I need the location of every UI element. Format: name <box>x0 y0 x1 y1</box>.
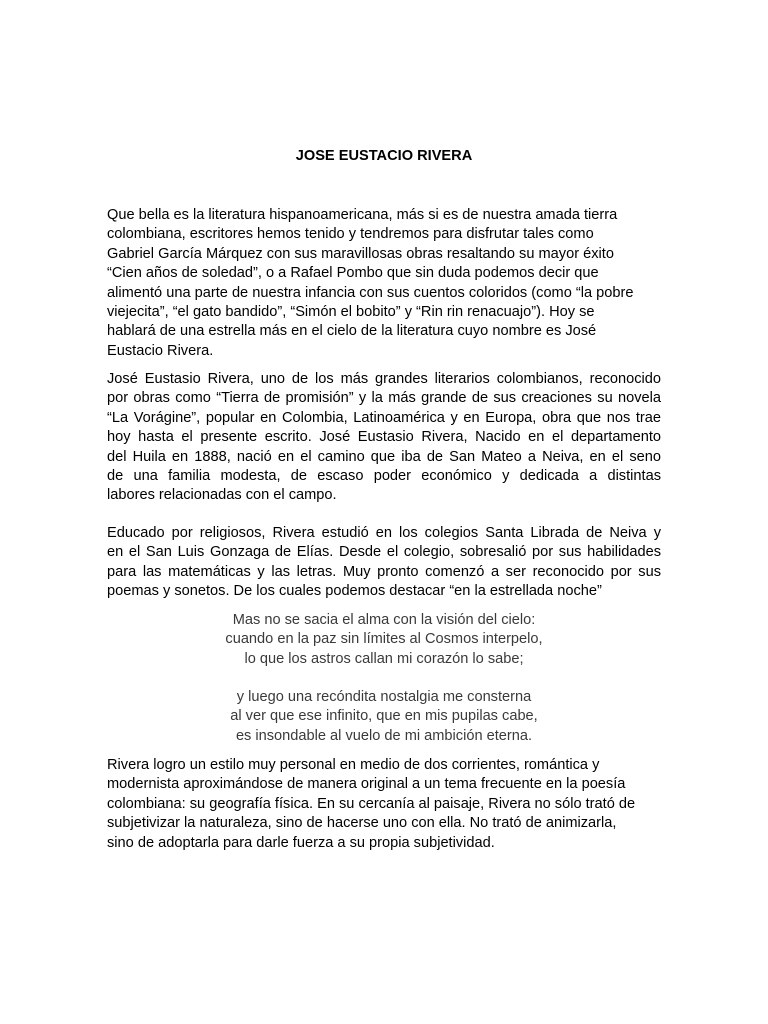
document-title: JOSE EUSTACIO RIVERA <box>295 148 473 164</box>
paragraph-line: modernista aproximándose de manera original a un tema frecuente en la poesía <box>107 776 626 793</box>
paragraph-line: Gabriel García Márquez con sus maravillosas obras resaltando su mayor éxito <box>107 245 614 262</box>
paragraph-line: alimentó una parte de nuestra infancia con sus cuentos coloridos (como “la pobre <box>107 284 634 301</box>
paragraph-intro <box>107 206 661 361</box>
paragraph-line: hablará de una estrella más en el cielo de la literatura cuyo nombre es José <box>107 323 597 340</box>
poem-line: es insondable al vuelo de mi ambición eterna. <box>235 727 533 744</box>
paragraph-line: viejecita”, “el gato bandido”, “Simón el bobito” y “Rin rin renacuajo”). Hoy se <box>107 304 595 321</box>
paragraph-line: colombiana: su geografía física. En su cercanía al paisaje, Rivera no sólo trató de <box>107 795 636 812</box>
paragraph-line: Educado por religiosos, Rivera estudió en los colegios Santa Librada de Neiva y <box>107 525 661 541</box>
poem-line: y luego una recóndita nostalgia me consterna <box>236 689 532 705</box>
poem-line: Mas no se sacia el alma con la visión del cielo: <box>232 612 536 628</box>
paragraph-line: Eustacio Rivera. <box>107 342 214 359</box>
paragraph-line: del Huila en 1888, nació en el camino que iba de San Mateo a Neiva, en el seno <box>107 448 661 465</box>
paragraph-line: “Cien años de soledad”, o a Rafael Pombo que sin duda podemos decir que <box>107 265 599 282</box>
paragraph-line: para las matemáticas y las letras. Muy pronto comenzó a ser reconocido por sus <box>107 563 661 580</box>
paragraph-line: “La Vorágine”, popular en Colombia, Latinoamérica y en Europa, obra que nos trae <box>107 409 661 426</box>
paragraph-line: labores relacionadas con el campo. <box>107 487 337 504</box>
paragraph-line: sino de adoptarla para darle fuerza a su propia subjetividad. <box>107 834 495 851</box>
paragraph-line: Que bella es la literatura hispanoamericana, más si es de nuestra amada tierra <box>107 207 618 223</box>
paragraph-line: subjetivizar la naturaleza, sino de hacerse uno con ella. No trató de animizarla, <box>107 815 617 832</box>
paragraph-line: en el San Luis Gonzaga de Elías. Desde el colegio, sobresalió por sus habilidades <box>107 544 661 561</box>
paragraph-line: hoy hasta el presente escrito. José Eustasio Rivera, Nacido en el departamento <box>107 429 661 446</box>
poem-line: cuando en la paz sin límites al Cosmos interpelo, <box>225 631 543 648</box>
paragraph-education <box>107 524 661 602</box>
paragraph-line: colombiana, escritores hemos tenido y tendremos para disfrutar tales como <box>107 226 594 243</box>
poem-stanza-2 <box>107 688 661 746</box>
poem-line: al ver que ese infinito, que en mis pupilas cabe, <box>230 708 538 725</box>
paragraph-line: poemas y sonetos. De los cuales podemos destacar “en la estrellada noche” <box>107 583 602 600</box>
poem-stanza-1 <box>107 611 661 669</box>
paragraph-biography <box>107 370 661 506</box>
paragraph-style <box>107 756 661 853</box>
paragraph-line: de una familia modesta, de escaso poder económico y dedicada a distintas <box>107 468 661 485</box>
paragraph-line: Rivera logro un estilo muy personal en medio de dos corrientes, romántica y <box>107 757 600 773</box>
paragraph-line: José Eustasio Rivera, uno de los más grandes literarios colombianos, reconocido <box>107 371 661 387</box>
poem-line: lo que los astros callan mi corazón lo sabe; <box>244 650 524 667</box>
paragraph-line: por obras como “Tierra de promisión” y la más grande de sus creaciones su novela <box>107 390 661 407</box>
